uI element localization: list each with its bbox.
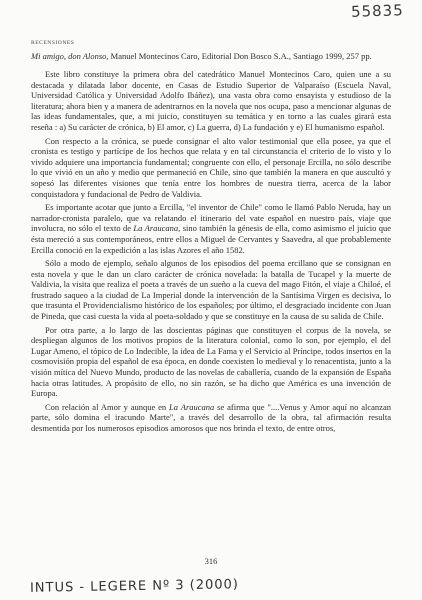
body-paragraph	[31, 69, 391, 133]
paragraph-text: Con respecto a la crónica, se puede consignar el alto valor testimonial que ella posee, ya que el cronista es testigo y partícipe de los hechos que relata y en tal circunstancia el criterio de lo visto y lo vivido adquiere una importancia fundamental; congruente con ello, el personaje Ercilla, no sólo describe lo que vivió en un año y medio que permaneció en Chile, sino que también la manera en que auscultó y sopesó las diferentes visiones que tenía entre los hombres de nuestra tierra, acerca de la labor conquistadora y fundacional de Pedro de Valdivia.	[31, 135, 391, 199]
running-head: RECENSIONES	[31, 40, 75, 46]
page-number: 316	[204, 556, 218, 566]
book-details: , Manuel Montecinos Caro, Editorial Don Bosco S.A., Santiago 1999, 257 pp.	[106, 51, 372, 61]
article-body	[31, 51, 391, 437]
body-paragraph	[31, 325, 391, 399]
italic-title-text: La Araucana	[133, 223, 179, 234]
handwritten-catalog-number: 55835	[350, 1, 405, 21]
paragraph-text: se afirma que "....Venus y Amor aquí no alcanzan parte, sólo domina el iracundo Marte", a través del desarrollo de la obra, tal afirmación resulta desmentida por los numerosos episodios amorosos que nos brinda el texto, de entre otros,	[31, 401, 391, 433]
paragraph-text: , sino también la génesis de ella, como asimismo el juicio que ésta mereció a sus contemporáneos, entre ellos a Miguel de Cervantes y Saavedra, al que probablemente Ercilla conoció en la expedición a las islas Azores el año 1582.	[31, 223, 391, 255]
body-paragraph	[31, 202, 391, 255]
paragraph-text: Sólo a modo de ejemplo, señalo algunos de los episodios del poema ercillano que se consignan en esta novela y que le dan un claro carácter de crónica novelada: la batalla de Tucapel y la muerte de Valdivia, la visita que realiza el poeta a través de un sueño a la cueva del mago Fitón, el viaje a Chiloé, el frustrado saqueo a la ciudad de La Imperial donde la intervención de la Santísima Virgen es decisiva, lo que trasunta el Providencialismo histórico de los españoles; por último, el desgraciado incidente con Juan de Pineda, que casi cuesta la vida al poeta-soldado y que se constituye en la causa de su salida de Chile.	[31, 258, 391, 322]
paragraph-text: Con relación al Amor y aunque en	[45, 401, 170, 412]
paragraph-text: Es importante acotar que junto a Ercilla, "el inventor de Chile" como le llamó Pablo Neruda, hay un narrador-cronista paralelo, que va relatando el itinerario del vate español en nuestro país, viaje que involucra, no sólo el texto de	[31, 202, 391, 234]
paragraph-text: Por otra parte, a lo largo de las doscientas páginas que constituyen el corpus de la novela, se despliegan algunos de los motivos propios de la literatura colonial, como lo son, por ejemplo, el del Lugar Ameno, el tópico de Lo Indecible, la idea de La Fama y el Servicio al Príncipe, todos insertos en la cosmovisión propia del español de esa época, en donde coexisten lo medieval y lo renacentista, junto a la visión mítica del Nuevo Mundo, producto de las novelas de caballería, cuando de la expansión de España hacia otras latitudes. A propósito de ello, no sin razón, se ha dicho que América es una invención de Europa.	[31, 324, 391, 399]
book-citation	[31, 51, 391, 62]
italic-title-text: La Araucana	[169, 401, 215, 412]
paragraph-text: Este libro constituye la primera obra del catedrático Manuel Montecinos Caro, quien une a su destacada y dilatada labor docente, en Casas de Estudio Superior de Valparaíso (Escuela Naval, Universidad Católica y Universidad Adolfo Ibáñez), una vasta obra como ensayista y estudioso de la literatura; ahora bien y a manera de adentrarnos en la novela que nos ocupa, paso a mencionar algunas de las ideas fundamentales, que, a mi juicio, constituyen su temática y en torno a las cuales girará esta reseña : a) Su carácter de crónica, b) El amor, c) La guerra, d) La fundación y e) El humanismo español.	[31, 69, 391, 132]
body-paragraph	[31, 402, 391, 434]
body-paragraph	[31, 136, 391, 200]
body-paragraph	[31, 258, 391, 322]
handwritten-journal-reference: INTUS - LEGERE Nº 3 (2000)	[29, 577, 240, 596]
book-title: Mi amigo, don Alonso	[31, 51, 107, 61]
paragraphs-container	[31, 69, 391, 434]
